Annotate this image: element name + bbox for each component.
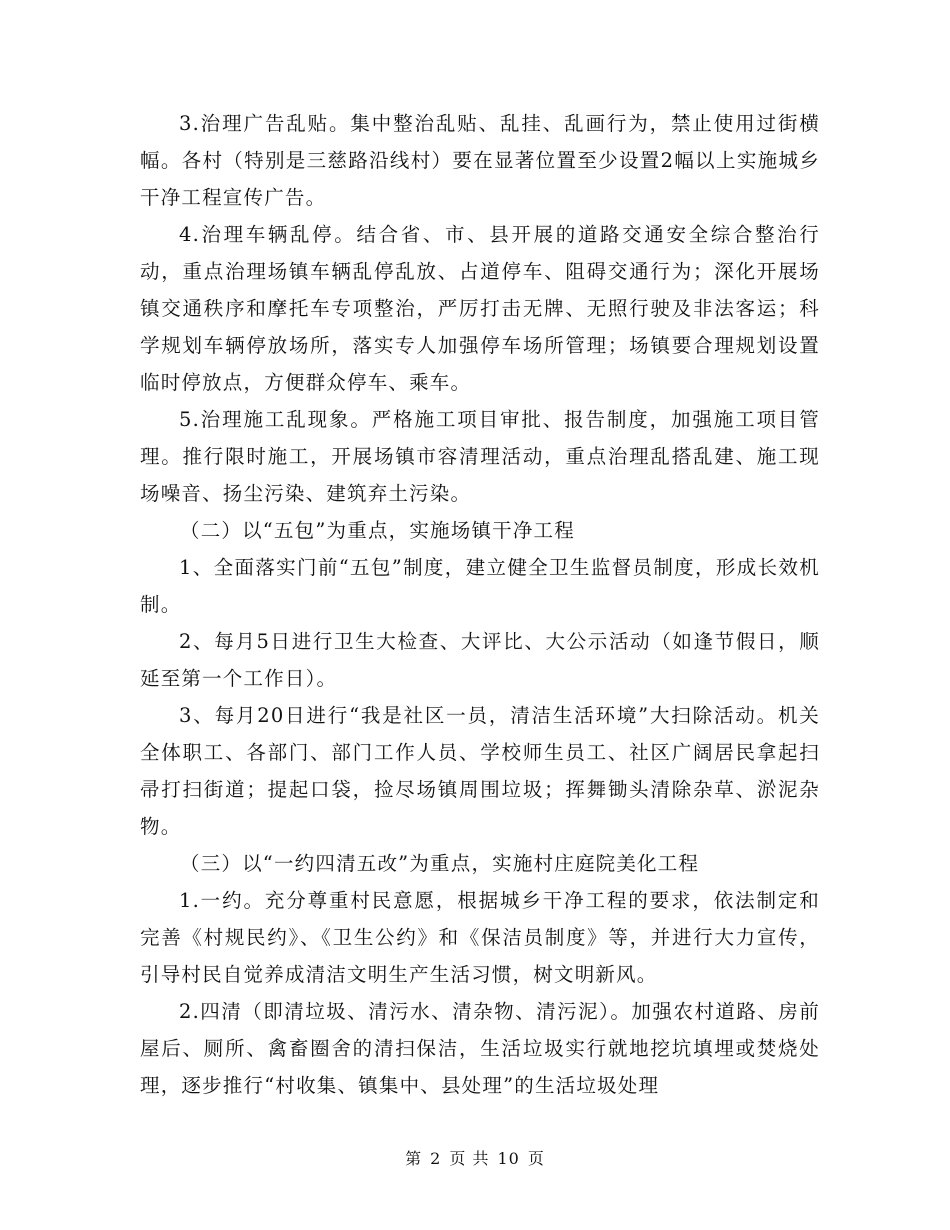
page-footer xyxy=(0,1146,950,1169)
paragraph-cleaning-activity: 3、每月20日进行“我是社区一员，清洁生活环境”大扫除活动。机关全体职工、各部门、部门工作人员、学校师生员工、社区广阔居民拿起扫帚打扫街道；提起口袋，捡尽场镇周围垃圾；挥舞锄头清除杂草、淤泥杂物。 xyxy=(140,704,820,838)
section-heading-3: （三）以“一约四清五改”为重点，实施村庄庭院美化工程 xyxy=(180,852,700,875)
footer-suffix: 页 xyxy=(527,1149,545,1168)
paragraph-ad-posting: 3.治理广告乱贴。集中整治乱贴、乱挂、乱画行为，禁止使用过街横幅。各村（特别是三慈路沿线村）要在显著位置至少设置2幅以上实施城乡干净工程宣传广告。 xyxy=(140,112,820,209)
section-heading-2: （二）以“五包”为重点，实施场镇干净工程 xyxy=(180,519,575,542)
footer-mid: 页 共 xyxy=(449,1149,490,1168)
paragraph-four-cleans: 2.四清（即清垃圾、清污水、清杂物、清污泥）。加强农村道路、房前屋后、厕所、禽畜圈舍的清扫保洁，生活垃圾实行就地挖坑填埋或焚烧处理，逐步推行“村收集、镇集中、县处理”的生活垃圾处理 xyxy=(140,1000,820,1097)
paragraph-village-rules: 1.一约。充分尊重村民意愿，根据城乡干净工程的要求，依法制定和完善《村规民约》、《卫生公约》和《保洁员制度》等，并进行大力宣传，引导村民自觉养成清洁文明生产生活习惯，树文明新风。 xyxy=(140,889,820,986)
paragraph-construction: 5.治理施工乱现象。严格施工项目审批、报告制度，加强施工项目管理。推行限时施工，开展场镇市容清理活动，重点治理乱搭乱建、施工现场噪音、扬尘污染、建筑弃土污染。 xyxy=(140,408,820,505)
footer-page-number: 2 xyxy=(430,1149,442,1168)
paragraph-monthly-inspection: 2、每月5日进行卫生大检查、大评比、大公示活动（如逢节假日，顺延至第一个工作日）。 xyxy=(140,630,820,690)
paragraph-five-responsibilities: 1、全面落实门前“五包”制度，建立健全卫生监督员制度，形成长效机制。 xyxy=(140,556,820,616)
footer-prefix: 第 xyxy=(405,1149,423,1168)
document-body xyxy=(140,105,820,1104)
footer-total-pages: 10 xyxy=(497,1149,520,1168)
paragraph-vehicle-parking: 4.治理车辆乱停。结合省、市、县开展的道路交通安全综合整治行动，重点治理场镇车辆乱停乱放、占道停车、阻碍交通行为；深化开展场镇交通秩序和摩托车专项整治，严厉打击无牌、无照行驶及非法客运；科学规划车辆停放场所，落实专人加强停车场所管理；场镇要合理规划设置临时停放点，方便群众停车、乘车。 xyxy=(140,223,820,394)
